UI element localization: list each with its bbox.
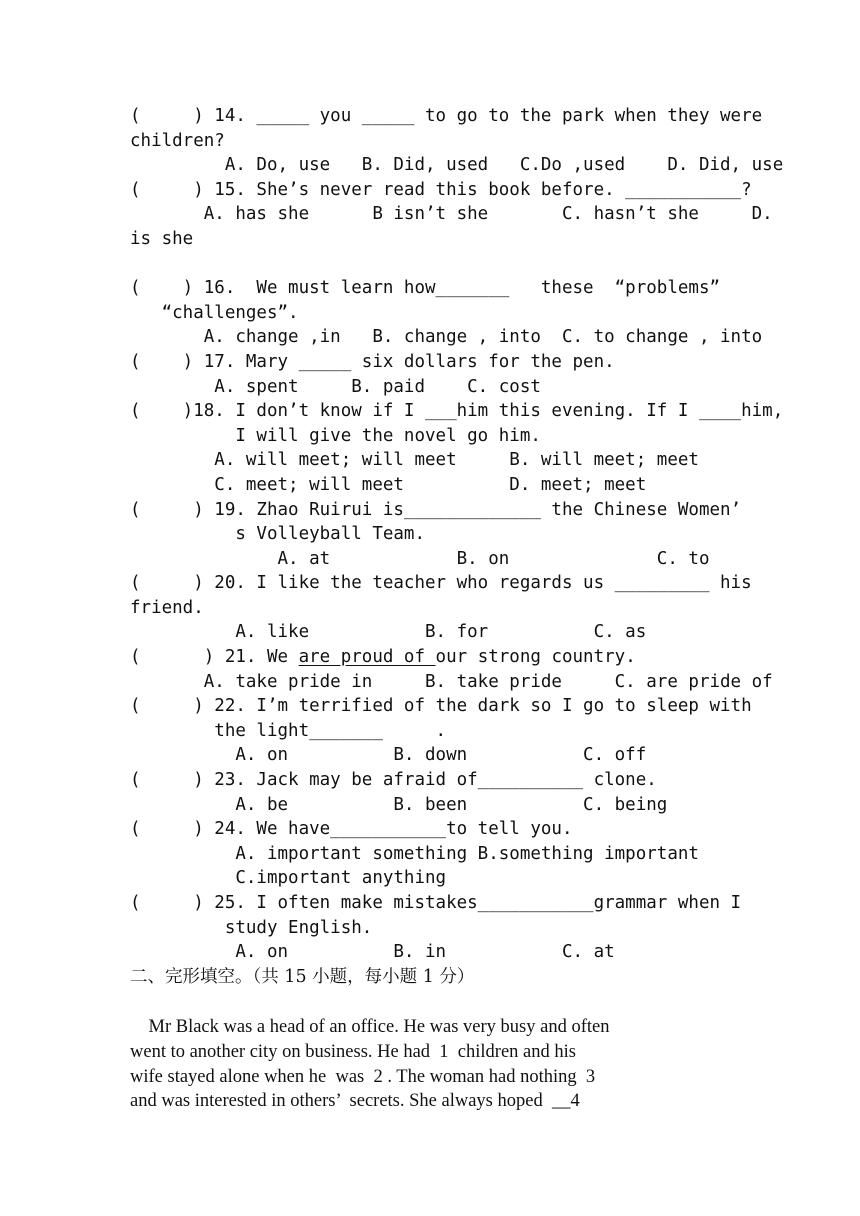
question-stem-cont: s Volleyball Team. (130, 524, 426, 545)
answer-options: A. on B. down C. off (130, 745, 647, 766)
question-16 (130, 276, 763, 350)
question-stem-cont: the light_______ . (130, 720, 447, 741)
answer-options: A. has she B isn’t she C. hasn’t she D. (130, 204, 773, 225)
answer-options: A. on B. in C. at (130, 942, 615, 963)
passage-line: Mr Black was a head of an office. He was very busy and often (130, 1017, 610, 1038)
underlined-phrase: are proud of (298, 647, 436, 668)
question-stem-cont: “challenges”. (130, 302, 299, 323)
cloze-passage (130, 1015, 732, 1113)
question-stem-cont: study English. (130, 917, 373, 938)
answer-options: A. important something B.something important (130, 843, 699, 864)
passage-line: went to another city on business. He had 1 children and his (130, 1041, 576, 1062)
question-stem: ( ) 22. I’m terrified of the dark so I go to sleep with (130, 696, 752, 717)
question-25 (130, 891, 742, 965)
question-20 (130, 571, 752, 645)
question-24 (130, 817, 732, 891)
question-17 (130, 350, 732, 399)
answer-options: A. Do, use B. Did, used C.Do ,used D. Did, use (130, 155, 784, 176)
question-22 (130, 694, 752, 768)
question-stem: ( ) 25. I often make mistakes___________grammar when I (130, 893, 742, 913)
question-stem-cont: friend. (130, 597, 204, 618)
passage-line: and was interested in others’ secrets. She always hoped __4 (130, 1091, 580, 1112)
question-stem: ( ) 24. We have___________to tell you. (130, 819, 573, 840)
question-stem: ( ) 15. She’s never read this book before. ___________? (130, 179, 752, 200)
answer-options-cont: C.important anything (130, 868, 447, 889)
answer-options-cont: is she (130, 228, 194, 249)
question-stem: ( ) 19. Zhao Ruirui is_____________ the Chinese Women’ (130, 499, 742, 520)
question-23 (130, 768, 732, 817)
answer-options: A. take pride in B. take pride C. are pride of (130, 671, 773, 692)
question-18 (130, 399, 784, 497)
question-stem: ( ) 17. Mary _____ six dollars for the pen. (130, 351, 615, 372)
question-stem: ( ) 16. We must learn how_______ these “problems” (130, 278, 721, 299)
spacer (130, 252, 732, 277)
question-stem: ( )18. I don’t know if I ___him this evening. If I ____him, (130, 401, 784, 422)
question-stem-cont: I will give the novel go him. (130, 425, 541, 446)
passage-line: wife stayed alone when he was 2 . The woman had nothing 3 (130, 1066, 596, 1087)
answer-options-cont: C. meet; will meet D. meet; meet (130, 474, 647, 495)
stem-suffix: our strong country. (435, 647, 636, 668)
stem-prefix: ( ) 21. We (130, 647, 299, 668)
question-19 (130, 498, 742, 572)
answer-options: A. be B. been C. being (130, 794, 668, 815)
answer-options: A. will meet; will meet B. will meet; meet (130, 450, 699, 471)
question-14 (130, 104, 784, 178)
spacer (130, 989, 732, 1015)
question-stem: ( ) 23. Jack may be afraid of__________ clone. (130, 770, 657, 791)
question-stem: ( ) 20. I like the teacher who regards us _________ his (130, 573, 752, 594)
exam-page (130, 104, 784, 1114)
question-15 (130, 178, 773, 252)
answer-options: A. change ,in B. change , into C. to change , into (130, 327, 763, 348)
answer-options: A. spent B. paid C. cost (130, 376, 541, 397)
question-21 (130, 645, 773, 694)
question-stem (130, 645, 732, 670)
section-heading: 二、完形填空。（共 15 小题，每小题 1 分） (130, 966, 475, 987)
question-stem: ( ) 14. _____ you _____ to go to the park when they were (130, 106, 763, 126)
question-stem-cont: children? (130, 130, 225, 151)
answer-options: A. at B. on C. to (130, 548, 710, 569)
answer-options: A. like B. for C. as (130, 622, 647, 643)
